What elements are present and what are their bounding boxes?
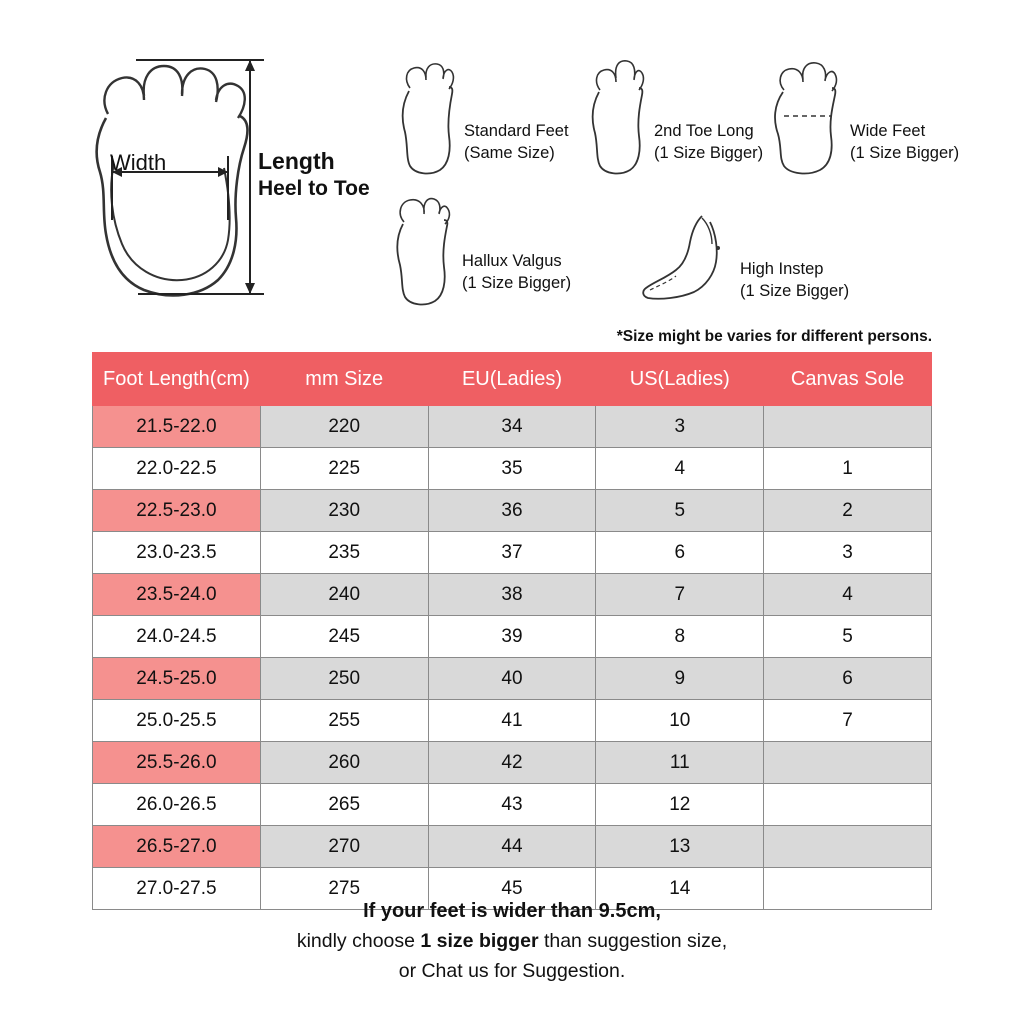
high-instep-line2: (1 Size Bigger) [740,282,850,300]
length-subtitle: Heel to Toe [258,177,370,200]
table-row [93,658,932,700]
cell-canvas-sole [764,784,932,826]
high-instep-line1: High Instep [740,260,824,278]
cell-mm-size: 260 [260,742,428,784]
foot-outline-diagram [78,44,268,309]
size-varies-note: *Size might be varies for different persons. [616,328,932,345]
cell-us-size: 5 [596,490,764,532]
cell-us-size: 3 [596,406,764,448]
cell-canvas-sole [764,826,932,868]
second-toe-long-line1: 2nd Toe Long [654,122,754,140]
cell-mm-size: 225 [260,448,428,490]
cell-mm-size: 240 [260,574,428,616]
cell-mm-size: 220 [260,406,428,448]
second-toe-long-line2: (1 Size Bigger) [654,144,764,162]
cell-eu-size: 42 [428,742,596,784]
footer-line-2-pre: kindly choose [296,930,421,952]
cell-mm-size: 275 [260,868,428,910]
cell-us-size: 10 [596,700,764,742]
header-eu-ladies: EU(Ladies) [428,353,596,406]
footer-line-2 [0,926,1024,956]
hallux-valgus-line1: Hallux Valgus [462,252,562,270]
cell-foot-length: 25.0-25.5 [93,700,261,742]
footer-note [0,896,1024,986]
cell-foot-length: 22.0-22.5 [93,448,261,490]
header-mm-size: mm Size [260,353,428,406]
foot-diagram-area [0,0,1024,345]
cell-us-size: 11 [596,742,764,784]
cell-canvas-sole: 5 [764,616,932,658]
cell-eu-size: 41 [428,700,596,742]
cell-canvas-sole [764,742,932,784]
second-toe-long-icon [588,58,646,178]
wide-feet-line2: (1 Size Bigger) [850,144,960,162]
cell-foot-length: 27.0-27.5 [93,868,261,910]
wide-feet-caption [850,120,959,164]
cell-foot-length: 26.0-26.5 [93,784,261,826]
cell-mm-size: 235 [260,532,428,574]
cell-foot-length: 21.5-22.0 [93,406,261,448]
header-us-ladies: US(Ladies) [596,353,764,406]
header-foot-length: Foot Length(cm) [93,353,261,406]
table-row [93,700,932,742]
cell-canvas-sole: 7 [764,700,932,742]
table-row [93,532,932,574]
cell-mm-size: 265 [260,784,428,826]
cell-canvas-sole [764,406,932,448]
footer-line-3: or Chat us for Suggestion. [398,960,626,982]
footer-line-1: If your feet is wider than 9.5cm, [363,900,661,922]
cell-us-size: 12 [596,784,764,826]
cell-foot-length: 25.5-26.0 [93,742,261,784]
header-canvas-sole: Canvas Sole [764,353,932,406]
cell-canvas-sole: 3 [764,532,932,574]
hallux-valgus-icon [394,188,454,308]
cell-foot-length: 23.0-23.5 [93,532,261,574]
table-header-row [93,353,932,406]
cell-foot-length: 23.5-24.0 [93,574,261,616]
wide-feet-icon [770,58,842,178]
standard-feet-line1: Standard Feet [464,122,569,140]
cell-eu-size: 43 [428,784,596,826]
cell-canvas-sole: 6 [764,658,932,700]
cell-foot-length: 24.0-24.5 [93,616,261,658]
footer-line-2-post: than suggestion size, [538,930,728,952]
cell-us-size: 8 [596,616,764,658]
cell-canvas-sole: 1 [764,448,932,490]
table-row [93,826,932,868]
cell-mm-size: 255 [260,700,428,742]
hallux-valgus-line2: (1 Size Bigger) [462,274,572,292]
standard-feet-icon [398,58,456,178]
cell-eu-size: 44 [428,826,596,868]
high-instep-icon [640,208,730,308]
cell-foot-length: 26.5-27.0 [93,826,261,868]
cell-foot-length: 24.5-25.0 [93,658,261,700]
table-row [93,406,932,448]
cell-eu-size: 36 [428,490,596,532]
table-row [93,742,932,784]
cell-eu-size: 38 [428,574,596,616]
high-instep-caption [740,258,849,302]
cell-canvas-sole: 2 [764,490,932,532]
length-title: Length [258,148,335,174]
cell-mm-size: 250 [260,658,428,700]
wide-feet-line1: Wide Feet [850,122,926,140]
cell-eu-size: 37 [428,532,596,574]
length-label [258,148,370,202]
cell-mm-size: 245 [260,616,428,658]
cell-eu-size: 45 [428,868,596,910]
cell-us-size: 4 [596,448,764,490]
table-row [93,490,932,532]
cell-eu-size: 39 [428,616,596,658]
table-row [93,784,932,826]
second-toe-long-caption [654,120,763,164]
cell-eu-size: 35 [428,448,596,490]
cell-us-size: 13 [596,826,764,868]
cell-us-size: 7 [596,574,764,616]
table-row [93,616,932,658]
table-row [93,448,932,490]
hallux-valgus-caption [462,250,571,294]
cell-us-size: 6 [596,532,764,574]
standard-feet-caption [464,120,569,164]
cell-mm-size: 270 [260,826,428,868]
cell-canvas-sole: 4 [764,574,932,616]
size-chart-table [92,352,932,910]
standard-feet-line2: (Same Size) [464,144,555,162]
cell-mm-size: 230 [260,490,428,532]
cell-eu-size: 34 [428,406,596,448]
table-row [93,574,932,616]
width-label: Width [110,150,167,175]
cell-us-size: 9 [596,658,764,700]
footer-line-2-bold: 1 size bigger [420,930,539,952]
cell-foot-length: 22.5-23.0 [93,490,261,532]
cell-eu-size: 40 [428,658,596,700]
cell-us-size: 14 [596,868,764,910]
